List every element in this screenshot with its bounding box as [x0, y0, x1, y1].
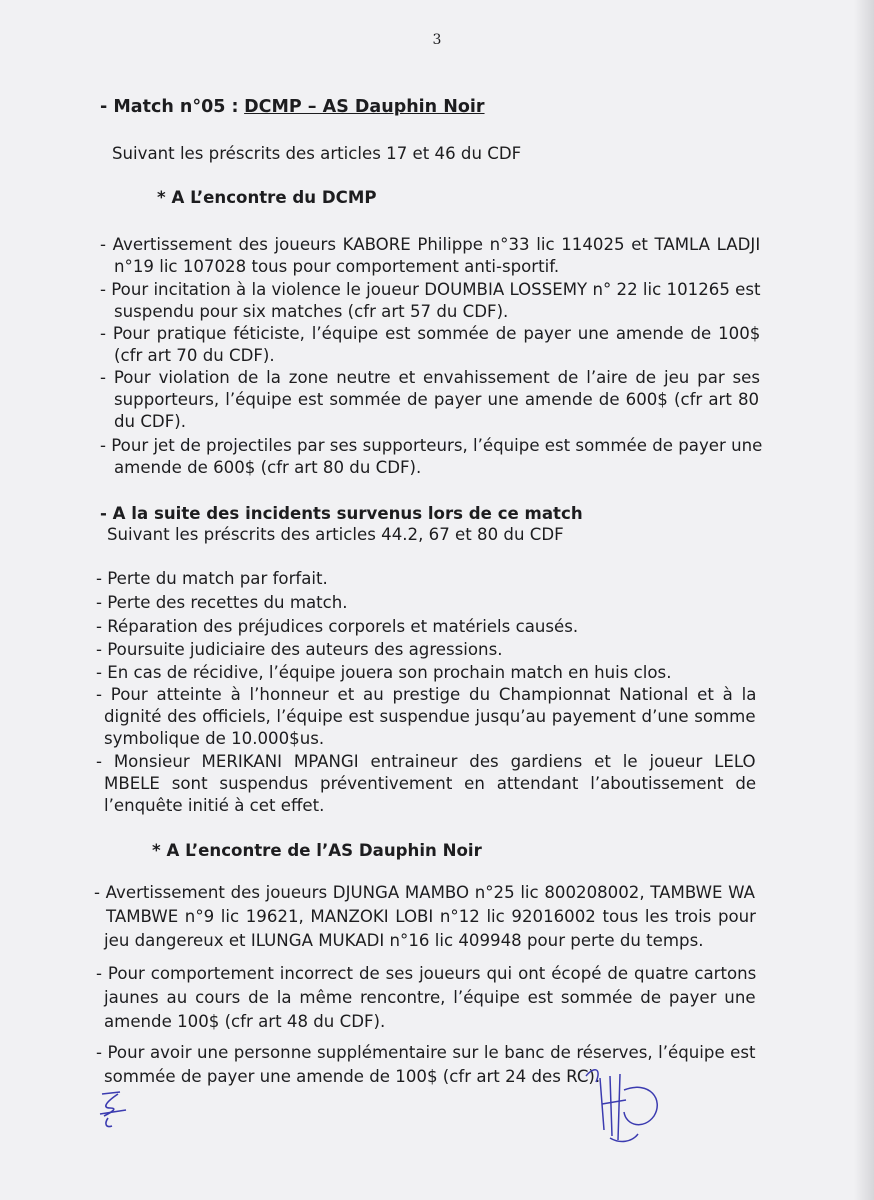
- match-teams: DCMP – AS Dauphin Noir: [244, 97, 485, 117]
- sanction-item: - Perte du match par forfait.: [96, 569, 328, 588]
- initials-left: [92, 1088, 134, 1132]
- sanction-item-continuation: sommée de payer une amende de 100$ (cfr art 24 des RC).: [104, 1067, 601, 1086]
- sanction-item-continuation: du CDF).: [114, 412, 186, 431]
- match-heading: [100, 96, 485, 118]
- dcmp-heading: * A L’encontre du DCMP: [157, 188, 377, 207]
- sanction-item-continuation: jaunes au cours de la même rencontre, l’équipe est sommée de payer une: [104, 988, 756, 1007]
- sanction-item-continuation: MBELE sont suspendus préventivement en attendant l’aboutissement de: [104, 774, 757, 793]
- page-edge-shadow: [854, 0, 874, 1200]
- sanction-item-continuation: jeu dangereux et ILUNGA MUKADI n°16 lic 409948 pour perte du temps.: [104, 931, 704, 950]
- sanction-item: - Avertissement des joueurs DJUNGA MAMBO n°25 lic 800208002, TAMBWE WA: [94, 883, 756, 902]
- sanction-item-continuation: amende 100$ (cfr art 48 du CDF).: [104, 1012, 386, 1031]
- sanction-item-continuation: n°19 lic 107028 tous pour comportement anti-sportif.: [114, 257, 560, 276]
- sanction-item: - Pour violation de la zone neutre et envahissement de l’aire de jeu par ses: [100, 368, 761, 387]
- dauphin-heading: * A L’encontre de l’AS Dauphin Noir: [152, 841, 482, 860]
- sanction-item: - Avertissement des joueurs KABORE Philippe n°33 lic 114025 et TAMLA LADJI: [100, 235, 761, 254]
- sanction-item: - Pour comportement incorrect de ses joueurs qui ont écopé de quatre cartons: [96, 964, 757, 983]
- sanction-item-continuation: l’enquête initié à cet effet.: [104, 796, 325, 815]
- sanction-item-continuation: (cfr art 70 du CDF).: [114, 346, 275, 365]
- incidents-preamble: Suivant les préscrits des articles 44.2, 67 et 80 du CDF: [107, 525, 564, 544]
- sanction-item: - Monsieur MERIKANI MPANGI entraineur des gardiens et le joueur LELO: [96, 752, 756, 771]
- sanction-item: - Poursuite judiciaire des auteurs des agressions.: [96, 640, 503, 659]
- sanction-item-continuation: supporteurs, l’équipe est sommée de payer une amende de 600$ (cfr art 80: [114, 390, 760, 409]
- sanction-item: - Pour incitation à la violence le joueur DOUMBIA LOSSEMY n° 22 lic 101265 est: [100, 280, 761, 299]
- sanction-item: - Pour jet de projectiles par ses supporteurs, l’équipe est sommée de payer une: [100, 436, 763, 455]
- incidents-heading: - A la suite des incidents survenus lors de ce match: [100, 504, 583, 523]
- page-number: 3: [432, 32, 442, 48]
- sanction-item: - Réparation des préjudices corporels et matériels causés.: [96, 617, 579, 636]
- sanction-item: - Pour pratique féticiste, l’équipe est sommée de payer une amende de 100$: [100, 324, 761, 343]
- sanction-item: - Pour avoir une personne supplémentaire sur le banc de réserves, l’équipe est: [96, 1043, 756, 1062]
- sanction-item-continuation: TAMBWE n°9 lic 19621, MANZOKI LOBI n°12 lic 92016002 tous les trois pour: [106, 907, 756, 926]
- sanction-item: - Perte des recettes du match.: [96, 593, 348, 612]
- sanction-item: - Pour atteinte à l’honneur et au prestige du Championnat National et à la: [96, 685, 757, 704]
- match-prefix: - Match n°05 :: [100, 97, 239, 117]
- signature-right: [580, 1060, 670, 1150]
- match-preamble: Suivant les préscrits des articles 17 et 46 du CDF: [112, 144, 522, 163]
- sanction-item-continuation: symbolique de 10.000$us.: [104, 729, 325, 748]
- sanction-item-continuation: amende de 600$ (cfr art 80 du CDF).: [114, 458, 422, 477]
- sanction-item-continuation: suspendu pour six matches (cfr art 57 du CDF).: [114, 302, 509, 321]
- sanction-item: - En cas de récidive, l’équipe jouera son prochain match en huis clos.: [96, 663, 672, 682]
- sanction-item-continuation: dignité des officiels, l’équipe est suspendue jusqu’au payement d’une somme: [104, 707, 756, 726]
